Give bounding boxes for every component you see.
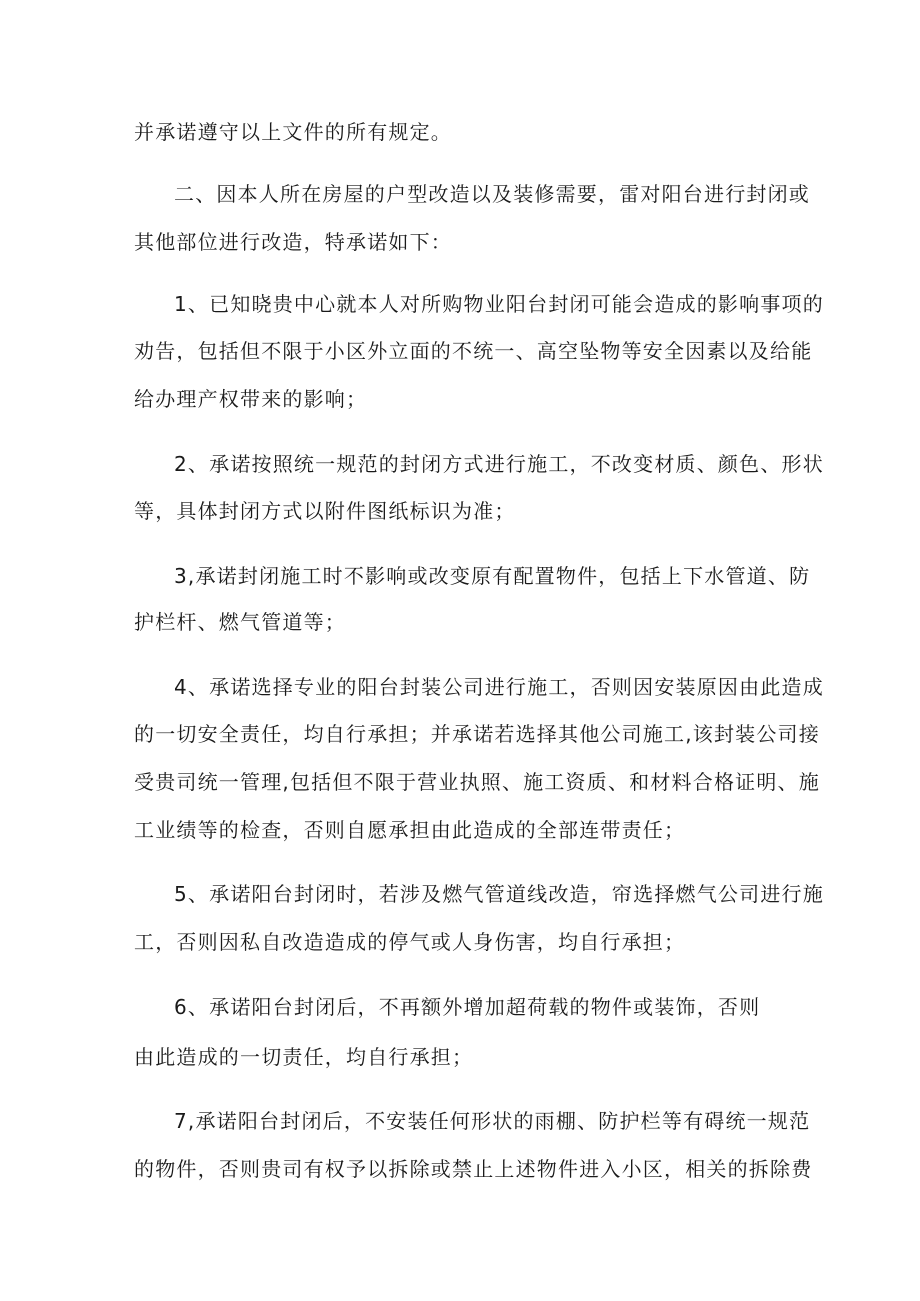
text-line: 由此造成的一切责任，均自行承担； [134,1045,474,1069]
text-line: 二、因本人所在房屋的户型改造以及装修需要，雷对阳台进行封闭或 [174,182,810,206]
text-line: 其他部位进行改造，特承诺如下： [134,230,452,254]
text-line: 5、承诺阳台封闭时，若涉及燃气管道线改造，帘选择燃气公司进行施 [174,882,824,906]
text-line: 的一切安全责任，均自行承担；并承诺若选择其他公司施工,该封装公司接 [134,722,820,746]
text-line: 受贵司统一管理,包括但不限于营业执照、施工资质、和材料合格证明、施 [134,770,820,794]
text-line: 护栏杆、燃气管道等； [134,610,346,634]
text-line: 劝告，包括但不限于小区外立面的不统一、高空坠物等安全因素以及给能 [134,339,813,363]
text-line: 工业绩等的检查，否则自愿承担由此造成的全部连带责任； [134,818,686,842]
text-line: 7,承诺阳台封闭后，不安装任何形状的雨棚、防护栏等有碍统一规范 [174,1109,811,1133]
text-line: 3,承诺封闭施工时不影响或改变原有配置物件，包括上下水管道、防 [174,564,811,588]
text-line: 工，否则因私自改造造成的停气或人身伤害，均自行承担； [134,930,686,954]
text-line: 1、已知晓贵中心就本人对所购物业阳台封闭可能会造成的影响事项的 [174,292,824,316]
text-line: 6、承诺阳台封闭后，不再额外增加超荷载的物件或装饰，否则 [174,995,761,1019]
text-line: 2、承诺按照统一规范的封闭方式进行施工，不改变材质、颜色、形状 [174,452,824,476]
text-line: 4、承诺选择专业的阳台封装公司进行施工，否则因安装原因由此造成 [174,675,824,699]
text-line: 给办理产权带来的影响； [134,387,368,411]
text-line: 的物件，否则贵司有权予以拆除或禁止上述物件进入小区，相关的拆除费 [134,1157,813,1181]
text-line: 等，具体封闭方式以附件图纸标识为准； [134,499,516,523]
text-line: 并承诺遵守以上文件的所有规定。 [134,120,452,144]
